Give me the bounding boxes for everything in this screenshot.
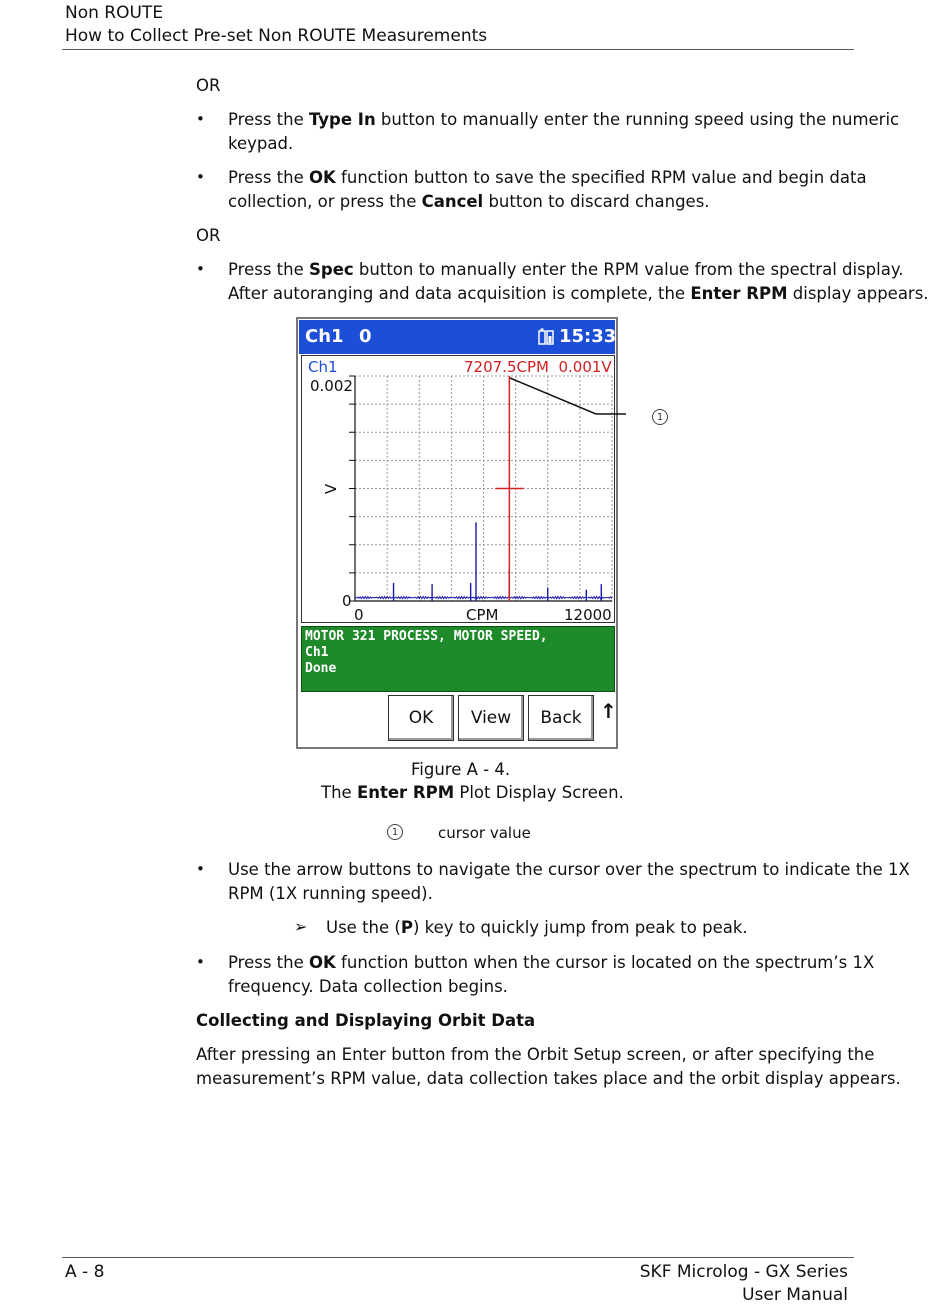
x-max-label: 12000 xyxy=(564,606,612,624)
legend-text: cursor value xyxy=(438,824,531,842)
plot-channel: Ch1 xyxy=(308,358,338,376)
arrow-up-icon[interactable]: ↑ xyxy=(600,699,617,723)
title-channel: Ch1 xyxy=(305,326,344,347)
battery-icon xyxy=(537,327,555,347)
back-button[interactable]: Back xyxy=(528,695,594,741)
device-title-bar xyxy=(299,320,615,354)
legend-number: 1 xyxy=(387,824,403,840)
bullet-icon: • xyxy=(196,260,205,278)
section-heading: Collecting and Displaying Orbit Data xyxy=(196,1011,536,1030)
bullet-icon: • xyxy=(196,860,205,878)
bullet-ok-cancel: Press the OK function button to save the specified RPM value and begin data collection, or press the Cancel button to discard changes. xyxy=(228,168,867,211)
footer-divider xyxy=(62,1257,854,1258)
y-unit-text: V xyxy=(322,483,341,495)
header-divider xyxy=(62,49,854,50)
x-min-label: 0 xyxy=(354,606,364,624)
or-label: OR xyxy=(196,76,221,95)
y-max-label: 0.002 xyxy=(310,377,353,395)
cursor-readout: 7207.5CPM 0.001V xyxy=(464,358,612,376)
callout-line xyxy=(500,370,660,430)
view-button[interactable]: View xyxy=(458,695,524,741)
or-label: OR xyxy=(196,226,221,245)
bullet-spec: Press the Spec button to manually enter the RPM value from the spectral display. After autoranging and data acquisition is complete, the Enter RPM display appears. xyxy=(228,260,929,303)
message-line2: Ch1 xyxy=(305,645,329,660)
figure-title: The Enter RPM Plot Display Screen. xyxy=(321,783,624,802)
clock: 15:33 xyxy=(559,326,617,347)
product-name: SKF Microlog - GX Series xyxy=(639,1262,848,1282)
sub-bullet-peak: Use the (P) key to quickly jump from peak to peak. xyxy=(326,918,748,937)
document-name: User Manual xyxy=(742,1285,848,1305)
paragraph-line1: After pressing an Enter button from the Orbit Setup screen, or after specifying the xyxy=(196,1045,875,1064)
ok-button[interactable]: OK xyxy=(388,695,454,741)
message-line3: Done xyxy=(305,661,337,676)
callout-number: 1 xyxy=(652,409,668,425)
header-section: Non ROUTE xyxy=(65,3,164,23)
bullet-type-in: Press the Type In button to manually enter the running speed using the numeric keypad. xyxy=(228,110,900,153)
bullet-ok-frequency: Press the OK function button when the cursor is located on the spectrum’s 1X frequency. Data collection begins. xyxy=(228,953,875,996)
message-line1: MOTOR 321 PROCESS, MOTOR SPEED, xyxy=(305,629,548,644)
x-axis-label: CPM xyxy=(466,606,499,624)
bullet-icon: • xyxy=(196,953,205,971)
title-value: 0 xyxy=(359,326,372,347)
header-subsection: How to Collect Pre-set Non ROUTE Measurements xyxy=(65,26,488,46)
arrowhead-bullet-icon: ➢ xyxy=(294,917,308,936)
page-number: A - 8 xyxy=(65,1262,105,1282)
figure-caption: Figure A - 4. xyxy=(411,760,511,779)
status-message xyxy=(301,626,615,692)
paragraph-line2: measurement’s RPM value, data collection takes place and the orbit display appears. xyxy=(196,1069,901,1088)
y-min-label: 0 xyxy=(342,592,352,610)
bullet-arrow-buttons: Use the arrow buttons to navigate the cursor over the spectrum to indicate the 1X RPM (1X running speed). xyxy=(228,860,910,903)
bullet-icon: • xyxy=(196,168,205,186)
bullet-icon: • xyxy=(196,110,205,128)
